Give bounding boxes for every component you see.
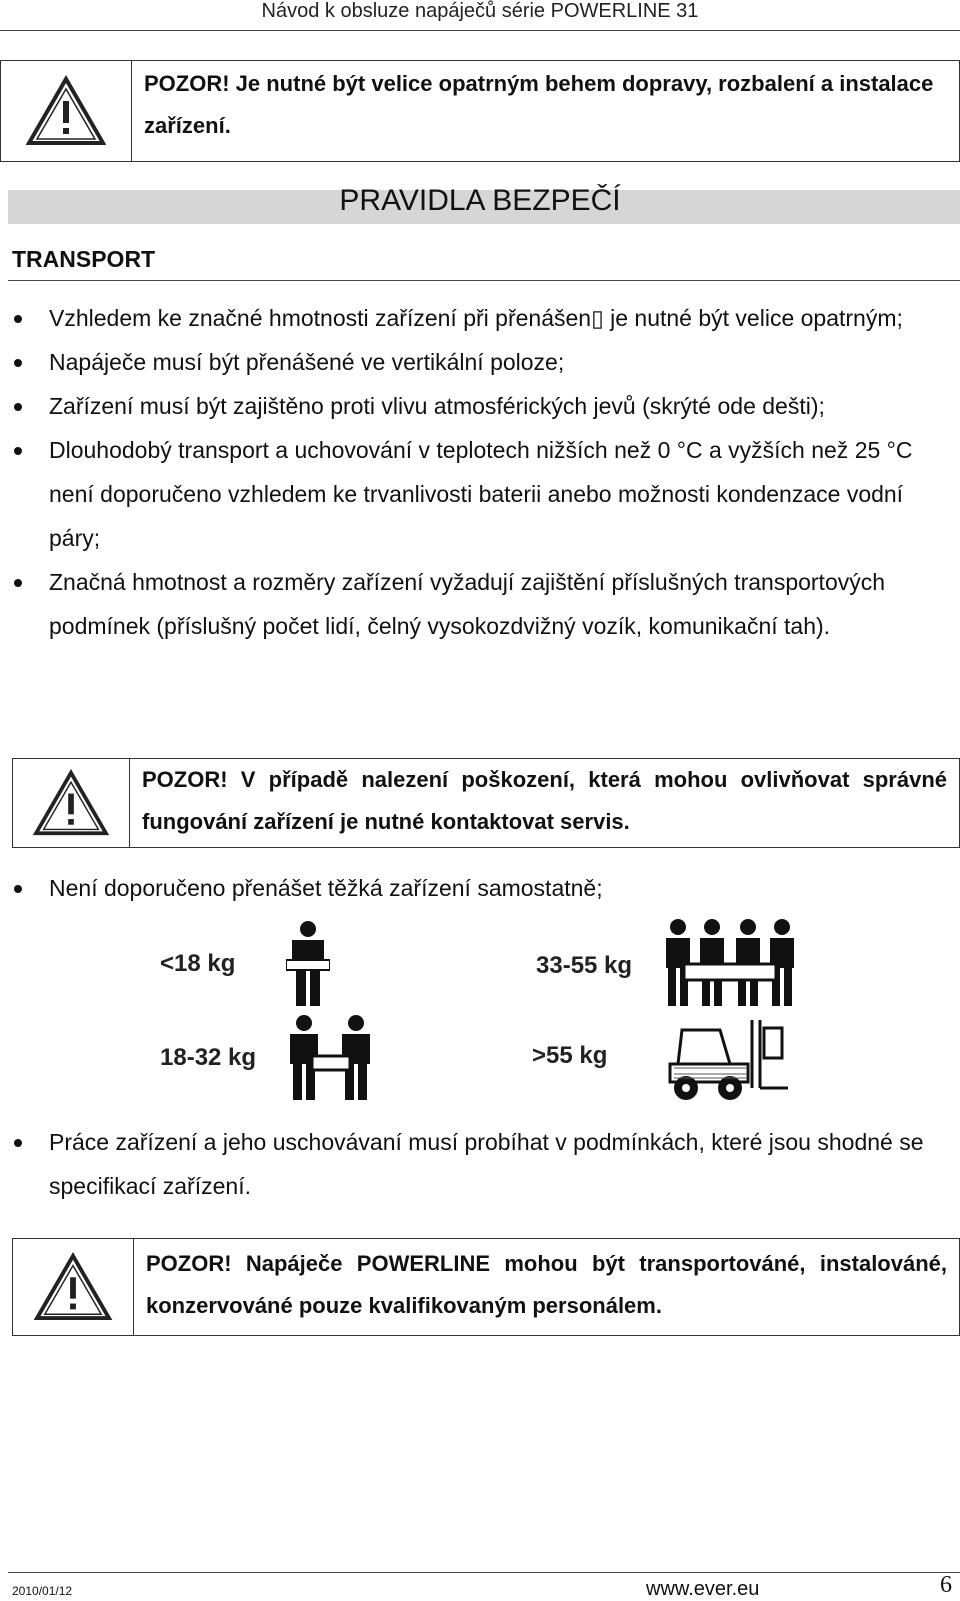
- warning-text-top: POZOR! Je nutné být velice opatrným behem dopravy, rozbalení a instalace zařízení.: [144, 71, 934, 138]
- list-item: [0, 296, 960, 340]
- one-person-icon: [286, 920, 330, 1008]
- bullet-dot: [14, 1139, 22, 1147]
- warning-triangle-icon: [33, 1252, 113, 1322]
- list-item: [0, 384, 960, 428]
- document-header: Návod k obsluze napáječů série POWERLINE 31: [261, 0, 699, 22]
- warning-box-top: [0, 60, 960, 162]
- list-item-text: Práce zařízení a jeho uschovávaní musí probíhat v podmínkách, které jsou shodné se specifikací zařízení.: [49, 1129, 924, 1199]
- work-list: [0, 1120, 960, 1208]
- page-number: 6: [940, 1572, 952, 1598]
- list-item: [0, 560, 960, 648]
- two-persons-icon: [288, 1014, 374, 1102]
- list-item-text: Není doporučeno přenášet těžká zařízení samostatně;: [49, 875, 603, 901]
- warning-triangle-icon: [26, 75, 106, 147]
- weight-label-55: >55 kg: [532, 1042, 608, 1069]
- bullet-dot: [14, 403, 22, 411]
- header-divider: [0, 30, 960, 31]
- list-item: [0, 866, 960, 910]
- warning-text-bottom: POZOR! Napáječe POWERLINE mohou být transportováné, instalováné, konzervováné pouze kvalifikovaným personálem.: [146, 1251, 947, 1318]
- list-item: [0, 1120, 960, 1208]
- heavy-list: [0, 866, 960, 910]
- warning-icon-cell: [13, 759, 130, 847]
- warning-box-bottom: [12, 1238, 960, 1336]
- warning-icon-cell: [1, 61, 132, 161]
- weight-label-18: <18 kg: [160, 950, 236, 977]
- list-item-text: Vzhledem ke značné hmotnosti zařízení při přenášen▯ je nutné být velice opatrným;: [49, 305, 903, 331]
- four-persons-icon: [664, 918, 796, 1008]
- transport-heading: TRANSPORT: [12, 246, 156, 272]
- footer-divider: [8, 1572, 960, 1573]
- list-item-text: Dlouhodobý transport a uchovování v teplotech nižších než 0 °C a vyžších než 25 °C není doporučeno vzhledem ke trvanlivosti baterii anebo možnosti kondenzace vodní páry;: [49, 437, 913, 551]
- warning-text-middle: POZOR! V případě nalezení poškození, která mohou ovlivňovat správné fungování zařízení je nutné kontaktovat servis.: [142, 767, 947, 834]
- section-title: PRAVIDLA BEZPEČÍ: [339, 184, 621, 217]
- bullet-dot: [14, 885, 22, 893]
- transport-list: [0, 296, 960, 648]
- weight-label-33-55: 33-55 kg: [536, 952, 633, 979]
- list-item-text: Napáječe musí být přenášené ve vertikální poloze;: [49, 349, 565, 375]
- list-item: [0, 340, 960, 384]
- bullet-dot: [14, 315, 22, 323]
- warning-box-middle: [12, 758, 960, 848]
- list-item-text: Zařízení musí být zajištěno proti vlivu atmosférických jevů (skrýté ode dešti);: [49, 393, 825, 419]
- warning-icon-cell: [13, 1239, 134, 1335]
- transport-divider: [8, 280, 960, 281]
- bullet-dot: [14, 447, 22, 455]
- warning-triangle-icon: [31, 769, 111, 837]
- weight-label-18-32: 18-32 kg: [160, 1044, 257, 1071]
- bullet-dot: [14, 579, 22, 587]
- footer-date: 2010/01/12: [12, 1584, 73, 1598]
- footer-url: www.ever.eu: [646, 1578, 760, 1600]
- list-item-text: Značná hmotnost a rozměry zařízení vyžadují zajištění příslušných transportových podmínek (příslušný počet lidí, čelný vysokozdvižný vozík, komunikační tah).: [49, 569, 886, 639]
- bullet-dot: [14, 359, 22, 367]
- forklift-icon: [664, 1018, 790, 1102]
- list-item: [0, 428, 960, 560]
